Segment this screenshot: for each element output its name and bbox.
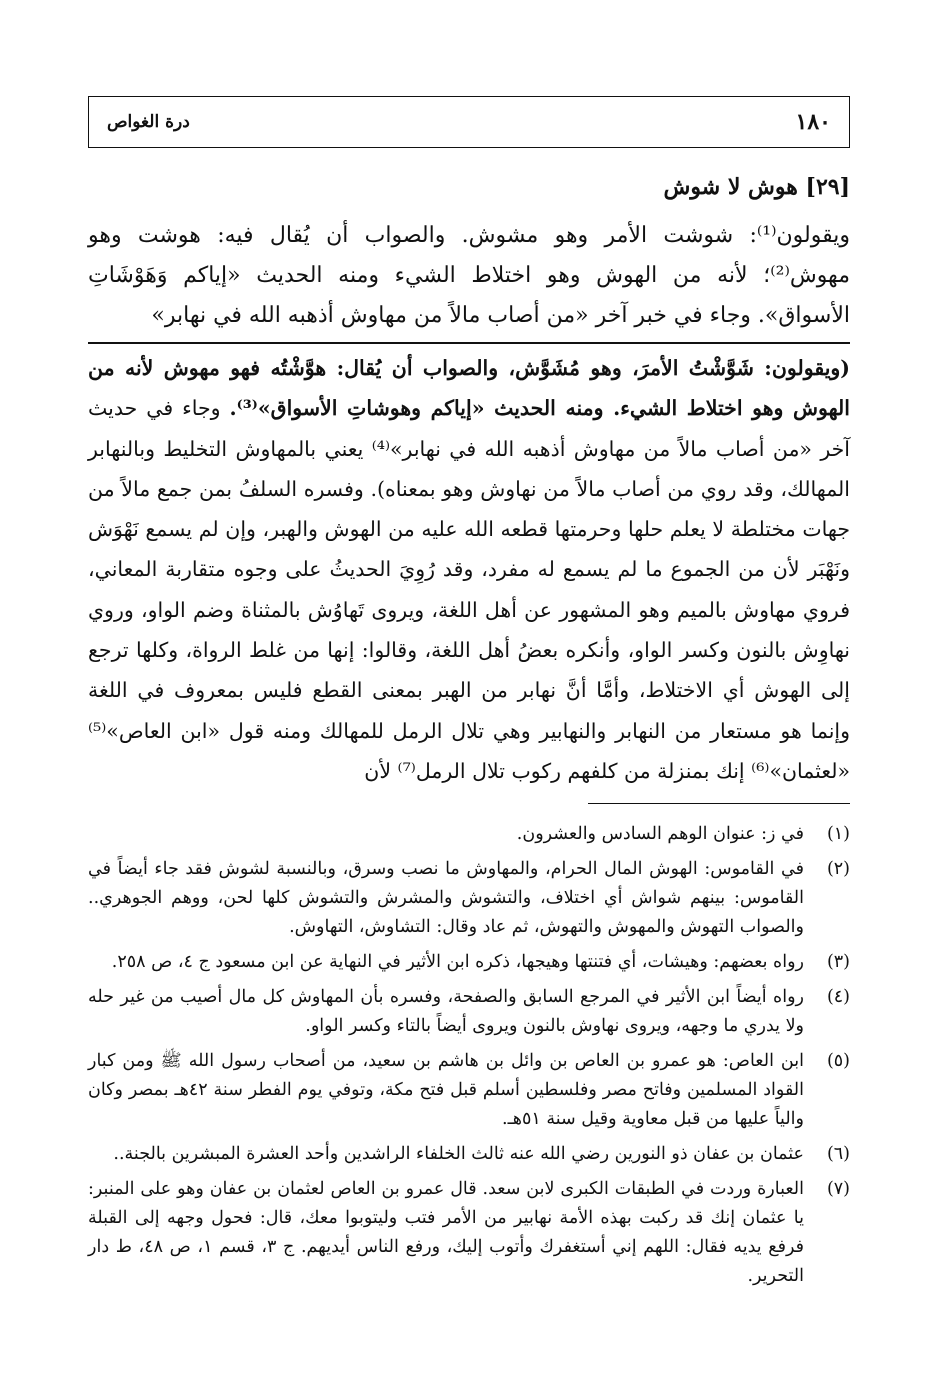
running-header bbox=[88, 96, 850, 148]
footnote-text: ابن العاص: هو عمرو بن العاص بن وائل بن هاشم بن سعيد، من أصحاب رسول الله ﷺ ومن كبار القواد المسلمين وفاتح مصر وفلسطين أسلم قبل فتح مكة، وتوفي يوم الفطر سنة ٤٢هـ بمصر وكان والياً عليها من قبل معاوية وقيل سنة ٥١هـ. bbox=[88, 1051, 804, 1130]
footnote-text: العبارة وردت في الطبقات الكبرى لابن سعد. قال عمرو بن العاص لعثمان بن عفان وهو على المنبر: يا عثمان إنك قد ركبت بهذه الأمة نهابير من الأمر فتب وليتوبوا معك، قال: فحول وجهه إلى القبلة فرفع يديه فقال: اللهم إني أستغفرك وأتوب إليك، ورفع الناس أيديهم. ج ٣، قسم ١، ص ٤٨، ط دار التحرير. bbox=[88, 1179, 804, 1287]
footnote-text: عثمان بن عفان ذو النورين رضي الله عنه ثالث الخلفاء الراشدين وأحد العشرة المبشرين بالجنة.. bbox=[113, 1144, 804, 1165]
footnote-text: في القاموس: الهوش المال الحرام، والمهاوش ما نصب وسرق، وبالنسبة لشوش فقد جاء أيضاً في القاموس: بينهم شواش أي اختلاف، والتشوش والمشرش والتشوش كلها لحن، ووهم الجوهري.. والصواب التهوش والمهوش والتهوش، ثم عاد وقال: التشاوش، التهاوش. bbox=[88, 859, 804, 938]
book-title: درة الغواص bbox=[107, 112, 190, 132]
footnote-number: (٤) bbox=[826, 987, 850, 1008]
footnote-number: (١) bbox=[826, 824, 850, 845]
footnote bbox=[88, 1175, 850, 1291]
footnote bbox=[88, 983, 850, 1041]
footnote-number: (٣) bbox=[826, 952, 850, 973]
page-number: ١٨٠ bbox=[795, 109, 831, 135]
commentary-bold-lead: (ويقولون: شَوَّشْتُ الأمرَ، وهو مُشَوَّش، والصواب أن يُقال: هوَّشْتُه فهو مهوش لأنه من الهوش وهو اختلاط الشيء. ومنه الحديث «إياكم وهوشاتِ الأسواق»⁽³⁾. bbox=[88, 356, 851, 421]
main-paragraph: ويقولون⁽¹⁾: شوشت الأمر وهو مشوش. والصواب أن يُقال فيه: هوشت وهو مهوش⁽²⁾؛ لأنه من الهوش وهو اختلاط الشيء ومنه الحديث «إياكم وَهَوْشَاتِ الأسواق». وجاء في خبر آخر «من أصاب مالاً من مهاوش أذهبه الله في نهابر» bbox=[88, 223, 850, 328]
main-text bbox=[88, 216, 850, 336]
footnote-number: (٥) bbox=[826, 1051, 850, 1072]
separator-rule bbox=[88, 342, 850, 344]
footnote bbox=[88, 948, 850, 977]
book-page bbox=[88, 96, 850, 1297]
footnotes bbox=[88, 820, 850, 1291]
footnote-number: (٢) bbox=[826, 859, 850, 880]
footnote bbox=[88, 855, 850, 942]
footnote bbox=[88, 1047, 850, 1134]
commentary bbox=[88, 348, 850, 791]
footnote-separator bbox=[588, 803, 850, 804]
commentary-body: وجاء في حديث آخر «من أصاب مالاً من مهاوش أذهبه الله في نهابر»⁽⁴⁾ يعني بالمهاوش التخليط وبالنهابر المهالك، وقد روي من أصاب مالاً من نهاوش وهو بمعناه). وفسره السلفُ بمن جمع مالاً من جهات مختلطة لا يعلم حلها وحرمتها قطعه الله عليه من الهوش والهبر، وإن لم يسمع نَهْوَش ونَهْبَر لأن من الجموع ما لم يسمع له مفرد، وقد رُوِيَ الحديثُ على وجوه متقاربة المعاني، فروي مهاوش بالميم وهو المشهور عن أهل اللغة، ويروى تَهاوُش بالمثناة وضم الواو، وروي نهاوِش بالنون وكسر الواو، وأنكره بعضُ أهل اللغة، وقالوا: إنها من غلط الرواة، وكلها ترجع إلى الهوش أي الاختلاط، وأمَّا أنَّ نهابر من الهبر بمعنى القطع فليس بمعروف في اللغة وإنما هو مستعار من النهابر والنهابير وهي تلال الرمل للمهالك ومنه قول «ابن العاص»⁽⁵⁾ «لعثمان»⁽⁶⁾ إنك بمنزلة من كلفهم ركوب تلال الرمل⁽⁷⁾ لأن bbox=[88, 396, 850, 783]
footnote-number: (٦) bbox=[826, 1144, 850, 1165]
footnote bbox=[88, 1140, 850, 1169]
commentary-paragraph bbox=[88, 348, 850, 791]
footnote-number: (٧) bbox=[826, 1179, 850, 1200]
footnote-text: في ز: عنوان الوهم السادس والعشرون. bbox=[516, 824, 804, 845]
footnote-text: رواه أيضاً ابن الأثير في المرجع السابق والصفحة، وفسره بأن المهاوش كل مال أصيب من غير حله ولا يدري ما وجهه، ويروى نهاوش بالنون ويروى أيضاً بالتاء وكسر الواو. bbox=[88, 987, 804, 1037]
footnote-text: رواه بعضهم: وهيشات، أي فتنتها وهيجها، ذكره ابن الأثير في النهاية عن ابن مسعود ج ٤، ص ٢٥٨. bbox=[111, 952, 804, 973]
footnote bbox=[88, 820, 850, 849]
section-title: [٢٩] هوش لا شوش bbox=[663, 174, 850, 200]
